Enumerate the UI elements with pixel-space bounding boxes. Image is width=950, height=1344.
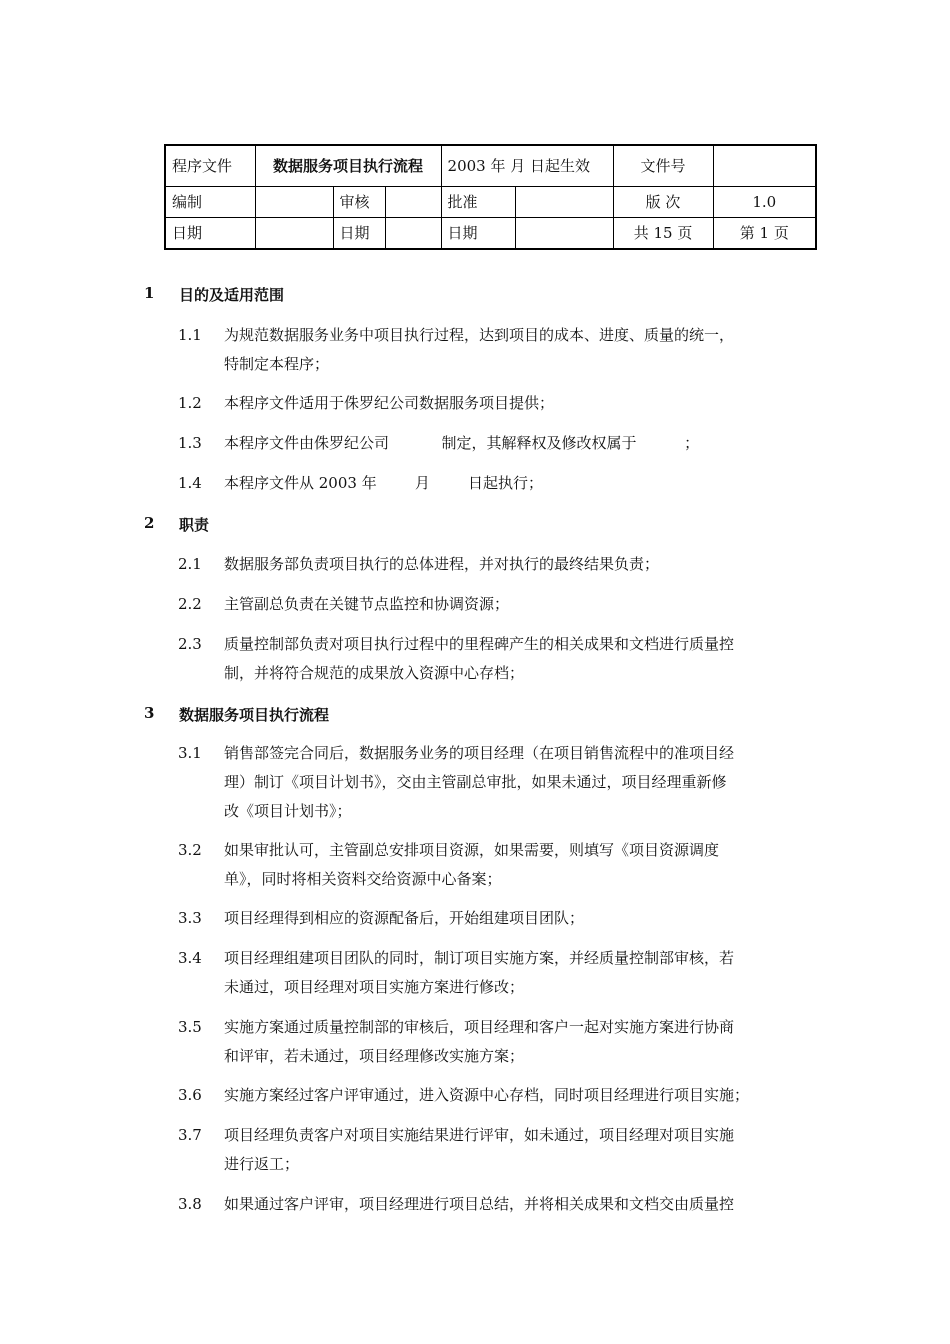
item-line: 实施方案经过客户评审通过，进入资源中心存档，同时项目经理进行项目实施；	[224, 1086, 750, 1104]
item-line: 进行返工；	[224, 1155, 300, 1173]
prepared-label: 编制	[165, 187, 255, 218]
item-number: 2.2	[178, 595, 202, 613]
item-line: 制，并将符合规范的成果放入资源中心存档；	[224, 664, 525, 682]
date-label-1: 日期	[165, 218, 255, 250]
header-row-1	[165, 145, 816, 187]
page-number: 第 1 页	[713, 218, 816, 250]
item-line: 单》，同时将相关资料交给资源中心备案；	[224, 870, 502, 888]
date-value-2	[385, 218, 441, 250]
item-line: 销售部签完合同后，数据服务业务的项目经理（在项目销售流程中的准项目经	[224, 744, 735, 762]
item-number: 1.3	[178, 434, 202, 452]
date-value-3	[515, 218, 613, 250]
item-line: 项目经理组建项目团队的同时，制订项目实施方案，并经质量控制部审核，若	[224, 949, 735, 967]
date-label-2: 日期	[333, 218, 385, 250]
item-number: 3.1	[178, 744, 202, 762]
reviewed-label: 审核	[333, 187, 385, 218]
doc-title-cell: 数据服务项目执行流程	[255, 145, 441, 187]
item-number: 1.1	[178, 326, 202, 344]
date-value-1	[255, 218, 333, 250]
item-line: 主管副总负责在关键节点监控和协调资源；	[224, 595, 510, 613]
document-header-table	[164, 144, 817, 250]
version-label: 版 次	[613, 187, 713, 218]
item-line: 数据服务部负责项目执行的总体进程，并对执行的最终结果负责；	[224, 555, 660, 573]
item-number: 3.7	[178, 1126, 202, 1144]
item-line: 本程序文件从 2003 年 月 日起执行；	[224, 474, 544, 492]
item-number: 1.2	[178, 394, 202, 412]
item-line: 实施方案通过质量控制部的审核后，项目经理和客户一起对实施方案进行协商	[224, 1018, 735, 1036]
item-number: 3.5	[178, 1018, 202, 1036]
prepared-value	[255, 187, 333, 218]
doc-number-label: 文件号	[613, 145, 713, 187]
reviewed-value	[385, 187, 441, 218]
effective-date-cell: 2003 年 月 日起生效	[441, 145, 613, 187]
section-number: 1	[144, 284, 155, 302]
item-line: 如果审批认可，主管副总安排项目资源，如果需要，则填写《项目资源调度	[224, 841, 720, 859]
item-number: 3.4	[178, 949, 202, 967]
item-line: 为规范数据服务业务中项目执行过程，达到项目的成本、进度、质量的统一，	[224, 326, 735, 344]
item-line: 特制定本程序；	[224, 355, 330, 373]
item-line: 本程序文件由侏罗纪公司 制定，其解释权及修改权属于 ；	[224, 434, 700, 452]
item-line: 如果通过客户评审，项目经理进行项目总结，并将相关成果和文档交由质量控	[224, 1195, 735, 1213]
item-line: 和评审，若未通过，项目经理修改实施方案；	[224, 1047, 525, 1065]
item-number: 3.6	[178, 1086, 202, 1104]
doc-type-cell: 程序文件	[165, 145, 255, 187]
approved-label: 批准	[441, 187, 515, 218]
header-row-3	[165, 218, 816, 250]
item-number: 3.2	[178, 841, 202, 859]
item-line: 未通过，项目经理对项目实施方案进行修改；	[224, 978, 525, 996]
item-number: 1.4	[178, 474, 202, 492]
section-number: 2	[144, 514, 155, 532]
item-line: 本程序文件适用于侏罗纪公司数据服务项目提供；	[224, 394, 555, 412]
item-line: 理）制订《项目计划书》，交由主管副总审批，如果未通过，项目经理重新修	[224, 773, 727, 791]
item-number: 2.3	[178, 635, 202, 653]
doc-number-value	[713, 145, 816, 187]
section-title: 目的及适用范围	[179, 286, 285, 304]
total-pages: 共 15 页	[613, 218, 713, 250]
item-line: 项目经理得到相应的资源配备后，开始组建项目团队；	[224, 909, 585, 927]
item-line: 质量控制部负责对项目执行过程中的里程碑产生的相关成果和文档进行质量控	[224, 635, 735, 653]
item-number: 3.8	[178, 1195, 202, 1213]
item-line: 改《项目计划书》；	[224, 802, 352, 820]
section-title: 数据服务项目执行流程	[179, 706, 330, 724]
item-line: 项目经理负责客户对项目实施结果进行评审，如未通过，项目经理对项目实施	[224, 1126, 735, 1144]
item-number: 3.3	[178, 909, 202, 927]
header-row-2	[165, 187, 816, 218]
section-number: 3	[144, 704, 155, 722]
version-value: 1.0	[713, 187, 816, 218]
approved-value	[515, 187, 613, 218]
section-title: 职责	[179, 516, 210, 534]
item-number: 2.1	[178, 555, 202, 573]
date-label-3: 日期	[441, 218, 515, 250]
